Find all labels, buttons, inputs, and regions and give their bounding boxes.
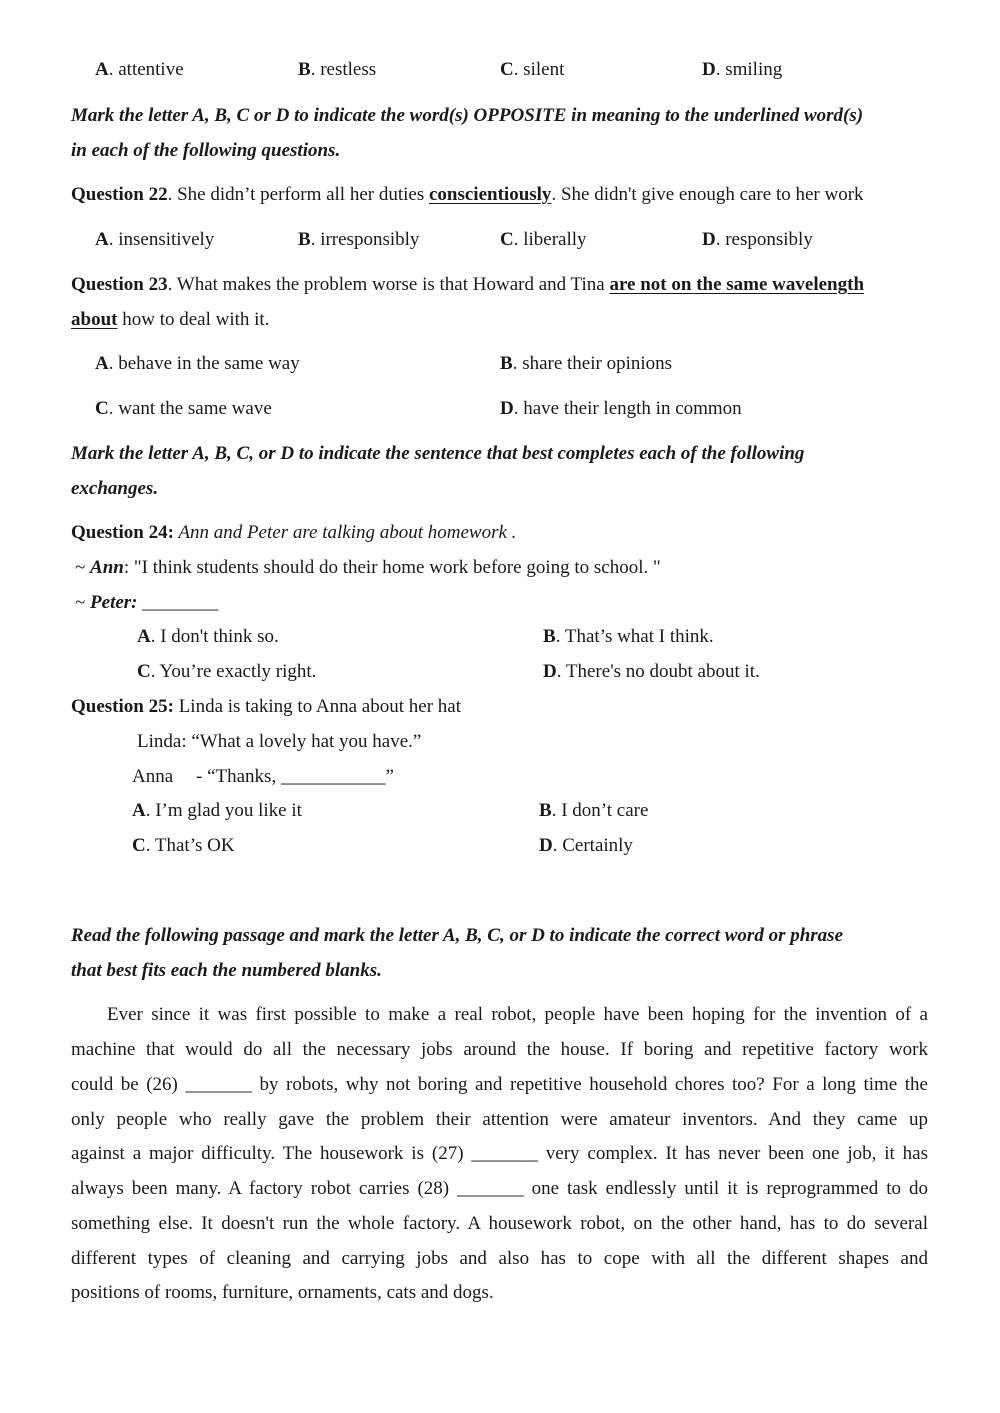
q22-stem: Question 22. She didn’t perform all her duties conscientiously. She didn't give enough care to her work — [71, 184, 864, 205]
q24-stem: Question 24: Ann and Peter are talking about homework . — [71, 522, 517, 543]
q23-option-d: D. have their length in common — [500, 398, 742, 419]
q21-option-d: D. smiling — [702, 59, 783, 80]
q22-option-b: B. irresponsibly — [298, 229, 420, 250]
section2-instruction-line1: Mark the letter A, B, C, or D to indicate the sentence that best completes each of the following — [71, 443, 805, 464]
q24-option-b: B. That’s what I think. — [543, 626, 714, 647]
section2-instruction-line2: exchanges. — [71, 478, 159, 499]
q24-option-d: D. There's no doubt about it. — [543, 661, 760, 682]
passage-line: something else. It doesn't run the whole factory. A housework robot, on the other hand, has to do several — [71, 1213, 928, 1234]
q25-anna-name: Anna — [132, 766, 174, 787]
q23-option-b: B. share their opinions — [500, 353, 673, 374]
passage-line: could be (26) _______ by robots, why not boring and repetitive household chores too? For a long time the — [71, 1074, 928, 1095]
q23-option-a: A. behave in the same way — [95, 353, 300, 374]
q21-option-b: B. restless — [298, 59, 377, 80]
section3-instruction-line1: Read the following passage and mark the letter A, B, C, or D to indicate the correct word or phrase — [71, 925, 843, 946]
passage-line: always been many. A factory robot carries (28) _______ one task endlessly until it is reprogrammed to do — [71, 1178, 928, 1199]
q25-option-b: B. I don’t care — [539, 800, 649, 821]
q25-linda-line: Linda: “What a lovely hat you have.” — [137, 731, 422, 752]
q25-anna-line: - “Thanks, ___________” — [196, 766, 394, 787]
passage-line: positions of rooms, furniture, ornaments, cats and dogs. — [71, 1282, 494, 1303]
q25-option-d: D. Certainly — [539, 835, 633, 856]
q21-option-a: A. attentive — [95, 59, 184, 80]
passage-line: Ever since it was first possible to make a real robot, people have been hoping for the invention of a — [107, 1004, 928, 1025]
q25-stem: Question 25: Linda is taking to Anna about her hat — [71, 696, 461, 717]
section1-instruction-line2: in each of the following questions. — [71, 140, 341, 161]
q22-option-d: D. responsibly — [702, 229, 813, 250]
passage-line: against a major difficulty. The housework is (27) _______ very complex. It has never been one job, it has — [71, 1143, 928, 1164]
q25-option-a: A. I’m glad you like it — [132, 800, 302, 821]
q24-option-a: A. I don't think so. — [137, 626, 279, 647]
q22-option-a: A. insensitively — [95, 229, 215, 250]
passage-line: only people who really gave the problem their attention were amateur inventors. And they came up — [71, 1109, 928, 1130]
q24-ann-line: ~ Ann: "I think students should do their home work before going to school. " — [75, 557, 661, 578]
passage-line: machine that would do all the necessary jobs around the house. If boring and repetitive factory work — [71, 1039, 928, 1060]
q23-stem-line1: Question 23. What makes the problem worse is that Howard and Tina are not on the same wavelength — [71, 274, 865, 295]
section1-instruction-line1: Mark the letter A, B, C or D to indicate the word(s) OPPOSITE in meaning to the underlined word(s) — [71, 105, 864, 126]
section3-instruction-line2: that best fits each the numbered blanks. — [71, 960, 382, 981]
q23-stem-line2: about how to deal with it. — [71, 309, 270, 330]
q24-peter-line: ~ Peter: ________ — [75, 592, 219, 613]
q24-option-c: C. You’re exactly right. — [137, 661, 317, 682]
passage-line: different types of cleaning and carrying jobs and also has to cope with all the different shapes and — [71, 1248, 928, 1269]
q25-option-c: C. That’s OK — [132, 835, 235, 856]
q23-option-c: C. want the same wave — [95, 398, 272, 419]
q22-option-c: C. liberally — [500, 229, 587, 250]
q21-option-c: C. silent — [500, 59, 565, 80]
